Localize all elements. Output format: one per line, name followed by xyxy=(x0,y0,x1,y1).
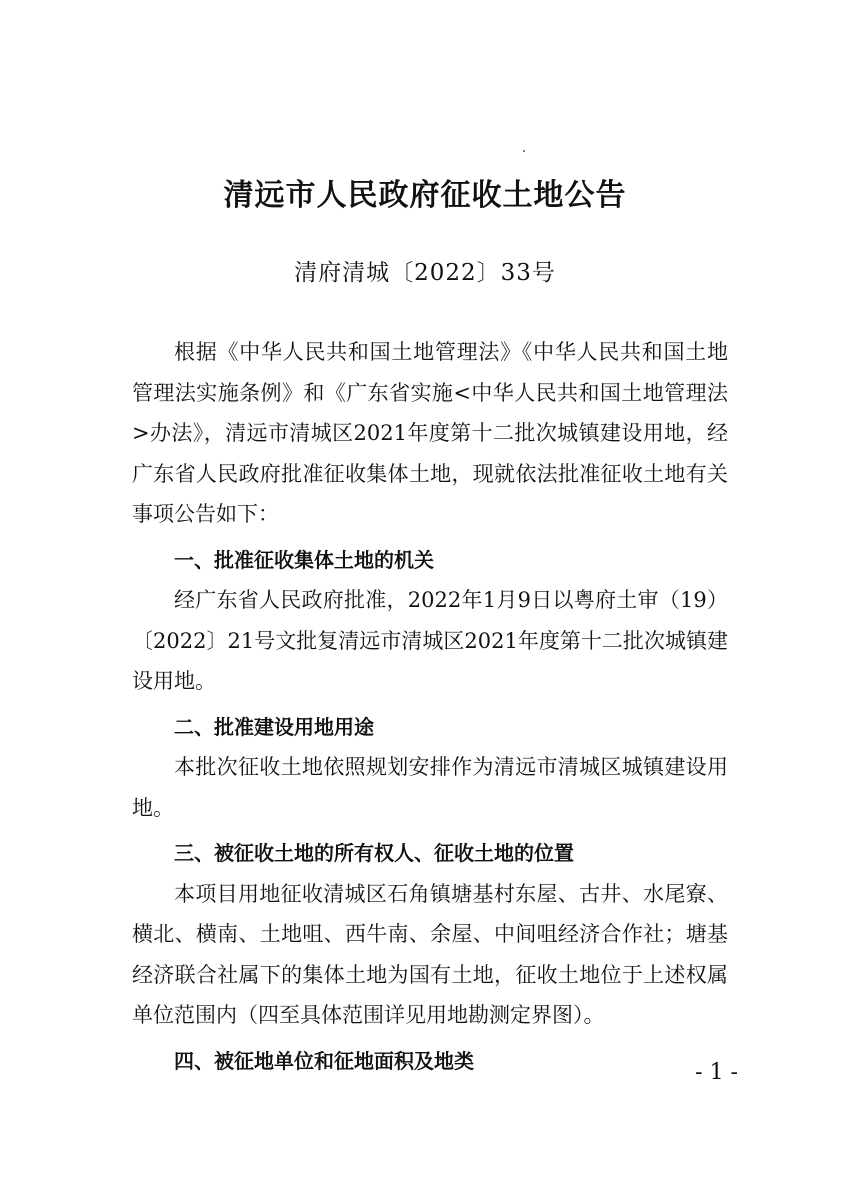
document-body xyxy=(132,332,728,1081)
page-number: - 1 - xyxy=(695,1060,738,1085)
scan-speck xyxy=(523,150,525,152)
document-number: 清府清城〔2022〕33号 xyxy=(294,260,556,286)
section-heading-1: 一、批准征收集体土地的机关 xyxy=(174,547,434,572)
section-paragraph-1: 经广东省人民政府批准，2022年1月9日以粤府土审（19）〔2022〕21号文批复清远市清城区2021年度第十二批次城镇建设用地。 xyxy=(132,588,728,693)
intro-paragraph: 根据《中华人民共和国土地管理法》《中华人民共和国土地管理法实施条例》和《广东省实施<中华人民共和国土地管理法>办法》，清远市清城区2021年度第十二批次城镇建设用地，经广东省人民政府批准征收集体土地，现就依法批准征收土地有关事项公告如下： xyxy=(132,340,728,526)
section-paragraph-3: 本项目用地征收清城区石角镇塘基村东屋、古井、水尾寮、横北、横南、土地咀、西牛南、余屋、中间咀经济合作社；塘基经济联合社属下的集体土地为国有土地，征收土地位于上述权属单位范围内（四至具体范围详见用地勘测定界图）。 xyxy=(132,881,728,1027)
section-heading-4: 四、被征地单位和征地面积及地类 xyxy=(174,1048,474,1073)
section-paragraph-2: 本批次征收土地依照规划安排作为清远市清城区城镇建设用地。 xyxy=(132,755,728,820)
document-title: 清远市人民政府征收土地公告 xyxy=(223,178,627,213)
section-heading-3: 三、被征收土地的所有权人、征收土地的位置 xyxy=(174,841,574,865)
section-heading-2: 二、批准建设用地用途 xyxy=(174,714,374,739)
